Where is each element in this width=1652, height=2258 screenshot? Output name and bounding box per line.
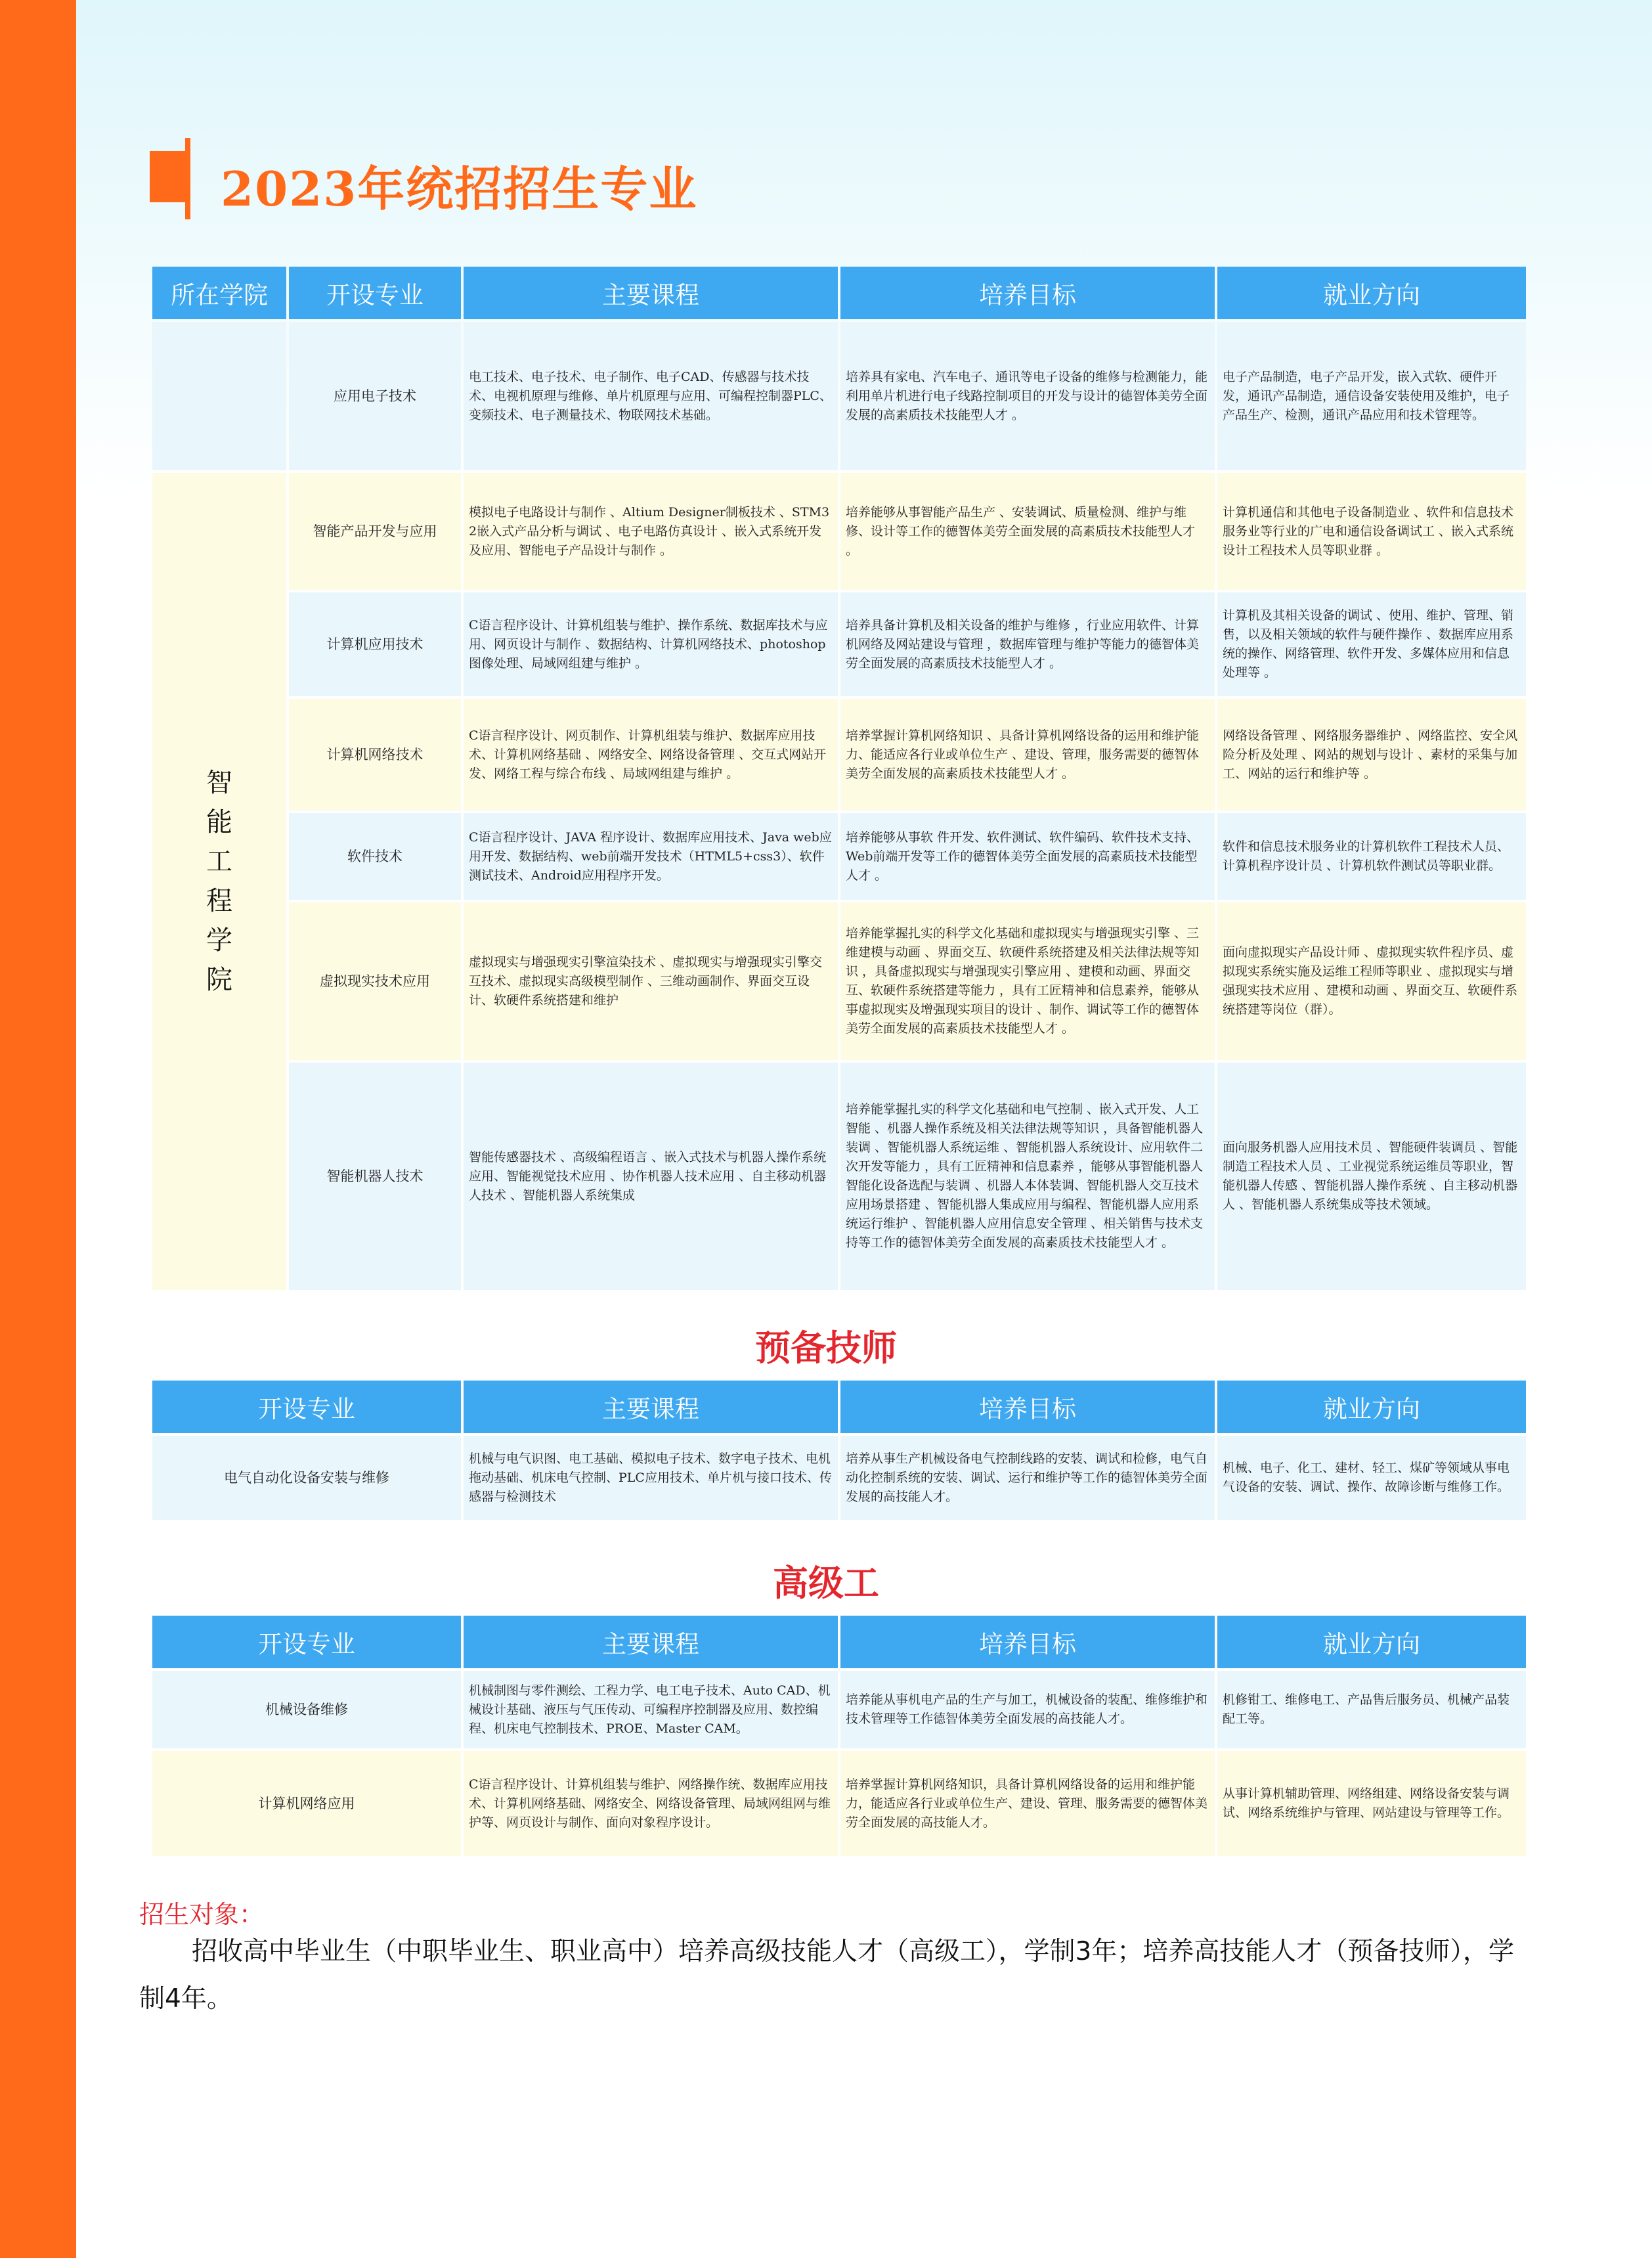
courses-cell: 电工技术、电子技术、电子制作、电子CAD、传感器与技术技术、电视机原理与维修、单片机原理与应用、可编程控制器PLC、变频技术、电子测量技术、物联网技术基础。 <box>464 322 838 470</box>
career-cell: 机修钳工、维修电工、产品售后服务员、机械产品装配工等。 <box>1217 1671 1526 1748</box>
left-accent-bar <box>0 0 76 2258</box>
goal-cell: 培养能够从事软 件开发、软件测试、软件编码、软件技术支持、Web前端开发等工作的德智体美劳全面发展的高素质技术技能型人才 。 <box>840 813 1215 900</box>
header-major: 开设专业 <box>289 267 461 319</box>
table-header-row <box>152 267 1526 319</box>
table-row <box>152 592 1526 696</box>
header-courses: 主要课程 <box>464 1616 838 1668</box>
goal-cell: 培养能掌握扎实的科学文化基础和电气控制 、嵌入式开发、人工智能 、机器人操作系统及相关法律法规等知识 ，具备智能机器人装调 、智能机器人系统运维 、智能机器人系统设计、应用软件二次开发等能力 ，具有工匠精神和信息素养 ，能够从事智能机器人智能化设备选配与装调 、机器人本体装调、智能机器人交互技术应用场景搭建 、智能机器人集成应用与编程、智能机器人应用系统运行维护 、智能机器人应用信息安全管理 、相关销售与技术支持等工作的德智体美劳全面发展的高素质技术技能型人才 。 <box>840 1063 1215 1290</box>
goal-cell: 培养具备计算机及相关设备的维护与维修 ，行业应用软件、计算机网络及网站建设与管理 ，数据库管理与维护等能力的德智体美劳全面发展的高素质技术技能型人才 。 <box>840 592 1215 696</box>
major-cell: 计算机应用技术 <box>289 592 461 696</box>
header-career: 就业方向 <box>1217 1381 1526 1433</box>
courses-cell: C语言程序设计、计算机组装与维护、网络操作统、数据库应用技术、计算机网络基础、网络安全、网络设备管理、局域网组网与维护等、网页设计与制作、面向对象程序设计。 <box>464 1751 838 1856</box>
major-cell: 计算机网络应用 <box>152 1751 461 1856</box>
table-row <box>152 1063 1526 1290</box>
courses-cell: 模拟电子电路设计与制作 、Altium Designer制板技术 、STM32嵌入式产品分析与调试 、电子电路仿真设计 、嵌入式系统开发及应用、智能电子产品设计与制作 。 <box>464 473 838 590</box>
goal-cell: 培养掌握计算机网络知识 、具备计算机网络设备的运用和维护能力、能适应各行业或单位生产 、建设、管理，服务需要的德智体美劳全面发展的高素质技术技能型人才 。 <box>840 699 1215 810</box>
courses-cell: C语言程序设计、JAVA 程序设计、数据库应用技术、Java web应用开发、数据结构、web前端开发技术（HTML5+css3）、软件测试技术、Android应用程序开发。 <box>464 813 838 900</box>
heading-divider <box>185 138 190 219</box>
table-row <box>152 473 1526 590</box>
courses-cell: C语言程序设计、网页制作、计算机组装与维护、数据库应用技术、计算机网络基础 、网络安全、网络设备管理 、交互式网站开发、网络工程与综合布线 、局域网组建与维护 。 <box>464 699 838 810</box>
major-cell: 机械设备维修 <box>152 1671 461 1748</box>
goal-cell: 培养能够从事智能产品生产 、安装调试、质量检测、维护与维修、设计等工作的德智体美劳全面发展的高素质技术技能型人才 。 <box>840 473 1215 590</box>
courses-cell: 机械制图与零件测绘、工程力学、电工电子技术、Auto CAD、机械设计基础、液压与气压传动、可编程序控制器及应用、数控编程、机床电气控制技术、PROE、Master CAM。 <box>464 1671 838 1748</box>
enrollment-label: 招生对象： <box>139 1900 265 1929</box>
college-name: 智能工程学院 <box>206 768 232 995</box>
major-cell: 虚拟现实技术应用 <box>289 902 461 1060</box>
career-cell: 计算机及其相关设备的调试 、使用、维护、管理、销售，以及相关领域的软件与硬件操作 、数据库应用系统的操作、网络管理、软件开发、多媒体应用和信息处理等 。 <box>1217 592 1526 696</box>
career-cell: 计算机通信和其他电子设备制造业 、软件和信息技术服务业等行业的广电和通信设备调试工 、嵌入式系统设计工程技术人员等职业群 。 <box>1217 473 1526 590</box>
career-cell: 从事计算机辅助管理、网络组建、网络设备安装与调试、网络系统维护与管理、网站建设与管理等工作。 <box>1217 1751 1526 1856</box>
header-goal: 培养目标 <box>840 1381 1215 1433</box>
table-row <box>152 813 1526 900</box>
page-heading <box>150 138 806 219</box>
enrollment-text: 招收高中毕业生（中职毕业生、职业高中）培养高级技能人才（高级工），学制3年；培养高技能人才（预备技师），学制4年。 <box>139 1937 1514 2014</box>
courses-cell: 智能传感器技术 、高级编程语言 、嵌入式技术与机器人操作系统应用、智能视觉技术应用 、协作机器人技术应用 、自主移动机器人技术 、智能机器人系统集成 <box>464 1063 838 1290</box>
major-cell: 电气自动化设备安装与维修 <box>152 1436 461 1520</box>
major-cell: 软件技术 <box>289 813 461 900</box>
header-major: 开设专业 <box>152 1381 461 1433</box>
goal-cell: 培养能掌握扎实的科学文化基础和虚拟现实与增强现实引擎 、三维建模与动画 、界面交互、软硬件系统搭建及相关法律法规等知识 ，具备虚拟现实与增强现实引擎应用 、建模和动画、界面交互、软硬件系统搭建等能力 ，具有工匠精神和信息素养，能够从事虚拟现实及增强现实项目的设计 、制作、调试等工作的德智体美劳全面发展的高素质技术技能型人才 。 <box>840 902 1215 1060</box>
courses-cell: 机械与电气识图、电工基础、模拟电子技术、数字电子技术、电机拖动基础、机床电气控制、PLC应用技术、单片机与接口技术、传感器与检测技术 <box>464 1436 838 1520</box>
page-title: 2023年统招招生专业 <box>221 161 698 217</box>
table-header-row <box>152 1616 1526 1668</box>
courses-cell: 虚拟现实与增强现实引擎渲染技术 、虚拟现实与增强现实引擎交互技术、虚拟现实高级模型制作 、三维动画制作、界面交互设计、软硬件系统搭建和维护 <box>464 902 838 1060</box>
goal-cell: 培养从事生产机械设备电气控制线路的安装、调试和检修，电气自动化控制系统的安装、调试、运行和维护等工作的德智体美劳全面发展的高技能人才。 <box>840 1436 1215 1520</box>
career-cell: 面向服务机器人应用技术员 、智能硬件装调员 、智能制造工程技术人员 、工业视觉系统运维员等职业，智能机器人传感 、智能机器人操作系统 、自主移动机器人 、智能机器人系统集成等技术领域。 <box>1217 1063 1526 1290</box>
senior-table <box>150 1613 1529 1859</box>
goal-cell: 培养掌握计算机网络知识，具备计算机网络设备的运用和维护能力，能适应各行业或单位生产、建设、管理、服务需要的德智体美劳全面发展的高技能人才。 <box>840 1751 1215 1856</box>
header-career: 就业方向 <box>1217 267 1526 319</box>
college-cell-empty <box>152 322 286 470</box>
table-row <box>152 902 1526 1060</box>
table-row <box>152 1751 1526 1856</box>
header-major: 开设专业 <box>152 1616 461 1668</box>
career-cell: 网络设备管理 、网络服务器维护 、网络监控、安全风险分析及处理 、网站的规划与设计 、素材的采集与加工、网站的运行和维护等 。 <box>1217 699 1526 810</box>
table-row <box>152 1671 1526 1748</box>
courses-cell: C语言程序设计、计算机组装与维护、操作系统、数据库技术与应用、网页设计与制作 、数据结构、计算机网络技术、photoshop图像处理、局域网组建与维护 。 <box>464 592 838 696</box>
table-header-row <box>152 1381 1526 1433</box>
career-cell: 电子产品制造，电子产品开发，嵌入式软、硬件开发，通讯产品制造，通信设备安装使用及维护，电子产品生产、检测，通讯产品应用和技术管理等。 <box>1217 322 1526 470</box>
header-goal: 培养目标 <box>840 1616 1215 1668</box>
college-cell <box>152 473 286 1290</box>
major-cell: 应用电子技术 <box>289 322 461 470</box>
table-row <box>152 699 1526 810</box>
main-majors-table <box>150 264 1529 1293</box>
major-cell: 智能机器人技术 <box>289 1063 461 1290</box>
senior-section-title: 高级工 <box>773 1562 879 1604</box>
table-row <box>152 1436 1526 1520</box>
career-cell: 软件和信息技术服务业的计算机软件工程技术人员、计算机程序设计员 、计算机软件测试员等职业群。 <box>1217 813 1526 900</box>
header-career: 就业方向 <box>1217 1616 1526 1668</box>
career-cell: 面向虚拟现实产品设计师 、虚拟现实软件程序员、虚拟现实系统实施及运维工程师等职业 、虚拟现实与增强现实技术应用 、建模和动画 、界面交互、软硬件系统搭建等岗位（群）。 <box>1217 902 1526 1060</box>
major-cell: 计算机网络技术 <box>289 699 461 810</box>
heading-marker <box>150 151 186 202</box>
goal-cell: 培养具有家电、汽车电子、通讯等电子设备的维修与检测能力，能利用单片机进行电子线路控制项目的开发与设计的德智体美劳全面发展的高素质技术技能型人才 。 <box>840 322 1215 470</box>
header-courses: 主要课程 <box>464 267 838 319</box>
header-college: 所在学院 <box>152 267 286 319</box>
header-goal: 培养目标 <box>840 267 1215 319</box>
table-row <box>152 322 1526 470</box>
prep-section-title: 预备技师 <box>755 1327 897 1369</box>
career-cell: 机械、电子、化工、建材、轻工、煤矿等领域从事电气设备的安装、调试、操作、故障诊断与维修工作。 <box>1217 1436 1526 1520</box>
header-courses: 主要课程 <box>464 1381 838 1433</box>
prep-table <box>150 1378 1529 1522</box>
major-cell: 智能产品开发与应用 <box>289 473 461 590</box>
goal-cell: 培养能从事机电产品的生产与加工，机械设备的装配、维修维护和技术管理等工作德智体美劳全面发展的高技能人才。 <box>840 1671 1215 1748</box>
